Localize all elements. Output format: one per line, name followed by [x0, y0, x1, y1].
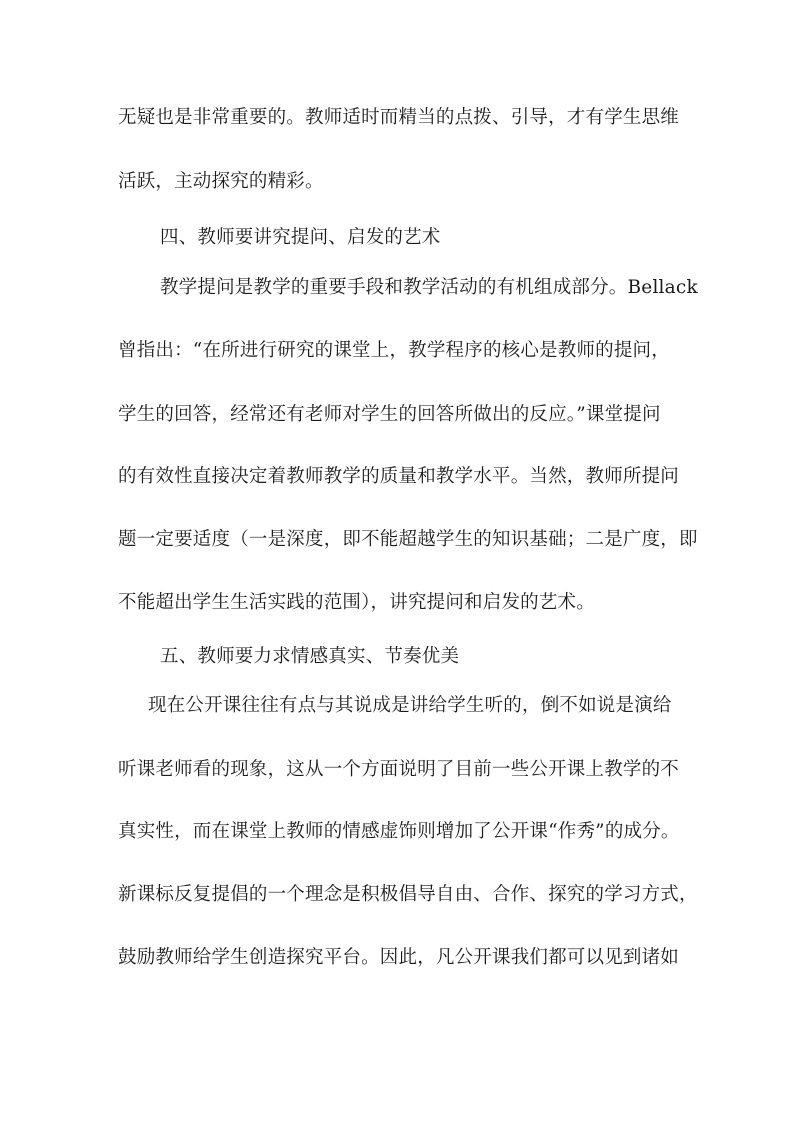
paragraph-line: 不能超出学生生活实践的范围），讲究提问和启发的艺术。 — [118, 592, 595, 613]
section-heading-5: 五、教师要力求情感真实、节奏优美 — [160, 646, 460, 667]
paragraph-line: 的有效性直接决定着教师教学的质量和教学水平。当然，教师所提问 — [118, 466, 680, 487]
paragraph-line: 无疑也是非常重要的。教师适时而精当的点拨、引导，才有学生思维 — [118, 107, 680, 128]
paragraph-line: 鼓励教师给学生创造探究平台。因此，凡公开课我们都可以见到诸如 — [118, 947, 680, 968]
paragraph-line: 新课标反复提倡的一个理念是积极倡导自由、合作、探究的学习方式， — [118, 884, 698, 905]
paragraph-line: 学生的回答，经常还有老师对学生的回答所做出的反应。”课堂提问 — [118, 404, 661, 425]
paragraph-line: 教学提问是教学的重要手段和教学活动的有机组成部分。Bellack — [160, 277, 698, 298]
paragraph-line: 曾指出：“在所进行研究的课堂上，教学程序的核心是教师的提问， — [118, 340, 670, 361]
paragraph-line: 听课老师看的现象，这从一个方面说明了目前一些公开课上教学的不 — [118, 759, 680, 780]
paragraph-line: 活跃，主动探究的精彩。 — [118, 171, 324, 192]
paragraph-line: 真实性，而在课堂上教师的情感虚饰则增加了公开课“作秀”的成分。 — [118, 821, 680, 842]
paragraph-line: 现在公开课往往有点与其说成是讲给学生听的，倒不如说是演给 — [148, 695, 672, 716]
paragraph-line: 题一定要适度（一是深度，即不能超越学生的知识基础；二是广度，即 — [118, 529, 698, 550]
section-heading-4: 四、教师要讲究提问、启发的艺术 — [160, 227, 441, 248]
